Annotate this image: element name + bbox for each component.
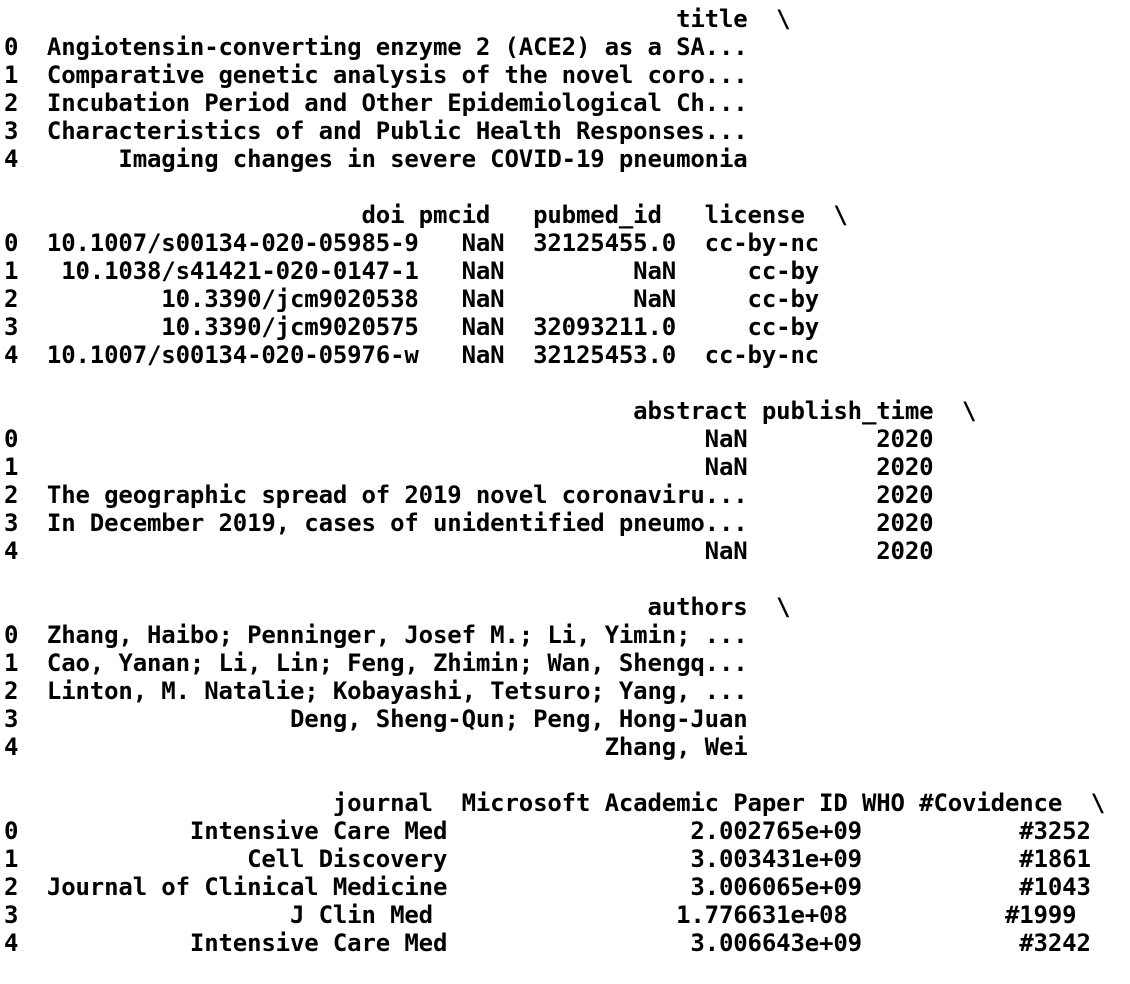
blank-line xyxy=(4,173,1105,201)
blank-line xyxy=(4,369,1105,397)
row-abstract-1: 1 NaN 2020 xyxy=(4,453,934,481)
row-doi-4: 4 10.1007/s00134-020-05976-w NaN 32125453.0 cc-by-nc xyxy=(4,341,820,369)
row-journal-4: 4 Intensive Care Med 3.006643e+09 #3242 xyxy=(4,929,1091,957)
row-journal-0: 0 Intensive Care Med 2.002765e+09 #3252 xyxy=(4,817,1091,845)
header-doi: doi pmcid pubmed_id license \ xyxy=(4,201,848,229)
row-abstract-0: 0 NaN 2020 xyxy=(4,425,934,453)
blank-line xyxy=(4,565,1105,593)
row-abstract-2: 2 The geographic spread of 2019 novel coronaviru... 2020 xyxy=(4,481,934,509)
row-title-0: 0 Angiotensin-converting enzyme 2 (ACE2) as a SA... xyxy=(4,33,748,61)
row-doi-2: 2 10.3390/jcm9020538 NaN NaN cc-by xyxy=(4,285,820,313)
row-authors-2: 2 Linton, M. Natalie; Kobayashi, Tetsuro; Yang, ... xyxy=(4,677,748,705)
row-title-2: 2 Incubation Period and Other Epidemiological Ch... xyxy=(4,89,748,117)
header-authors: authors \ xyxy=(4,593,791,621)
row-abstract-3: 3 In December 2019, cases of unidentified pneumo... 2020 xyxy=(4,509,934,537)
header-title: title \ xyxy=(4,5,791,33)
blank-line xyxy=(4,761,1105,789)
row-journal-2: 2 Journal of Clinical Medicine 3.006065e+09 #1043 xyxy=(4,873,1091,901)
row-authors-3: 3 Deng, Sheng-Qun; Peng, Hong-Juan xyxy=(4,705,748,733)
row-title-3: 3 Characteristics of and Public Health Responses... xyxy=(4,117,748,145)
row-doi-3: 3 10.3390/jcm9020575 NaN 32093211.0 cc-by xyxy=(4,313,820,341)
header-abstract: abstract publish_time \ xyxy=(4,397,977,425)
row-title-1: 1 Comparative genetic analysis of the novel coro... xyxy=(4,61,748,89)
row-doi-1: 1 10.1038/s41421-020-0147-1 NaN NaN cc-by xyxy=(4,257,820,285)
row-doi-0: 0 10.1007/s00134-020-05985-9 NaN 32125455.0 cc-by-nc xyxy=(4,229,820,257)
row-authors-4: 4 Zhang, Wei xyxy=(4,733,748,761)
dataframe-output xyxy=(4,5,1105,957)
row-authors-0: 0 Zhang, Haibo; Penninger, Josef M.; Li, Yimin; ... xyxy=(4,621,748,649)
header-journal: journal Microsoft Academic Paper ID WHO #Covidence \ xyxy=(4,789,1106,817)
row-abstract-4: 4 NaN 2020 xyxy=(4,537,934,565)
row-authors-1: 1 Cao, Yanan; Li, Lin; Feng, Zhimin; Wan, Shengq... xyxy=(4,649,748,677)
row-title-4: 4 Imaging changes in severe COVID-19 pneumonia xyxy=(4,145,748,173)
row-journal-3: 3 J Clin Med 1.776631e+08 #1999 xyxy=(4,901,1077,929)
row-journal-1: 1 Cell Discovery 3.003431e+09 #1861 xyxy=(4,845,1091,873)
